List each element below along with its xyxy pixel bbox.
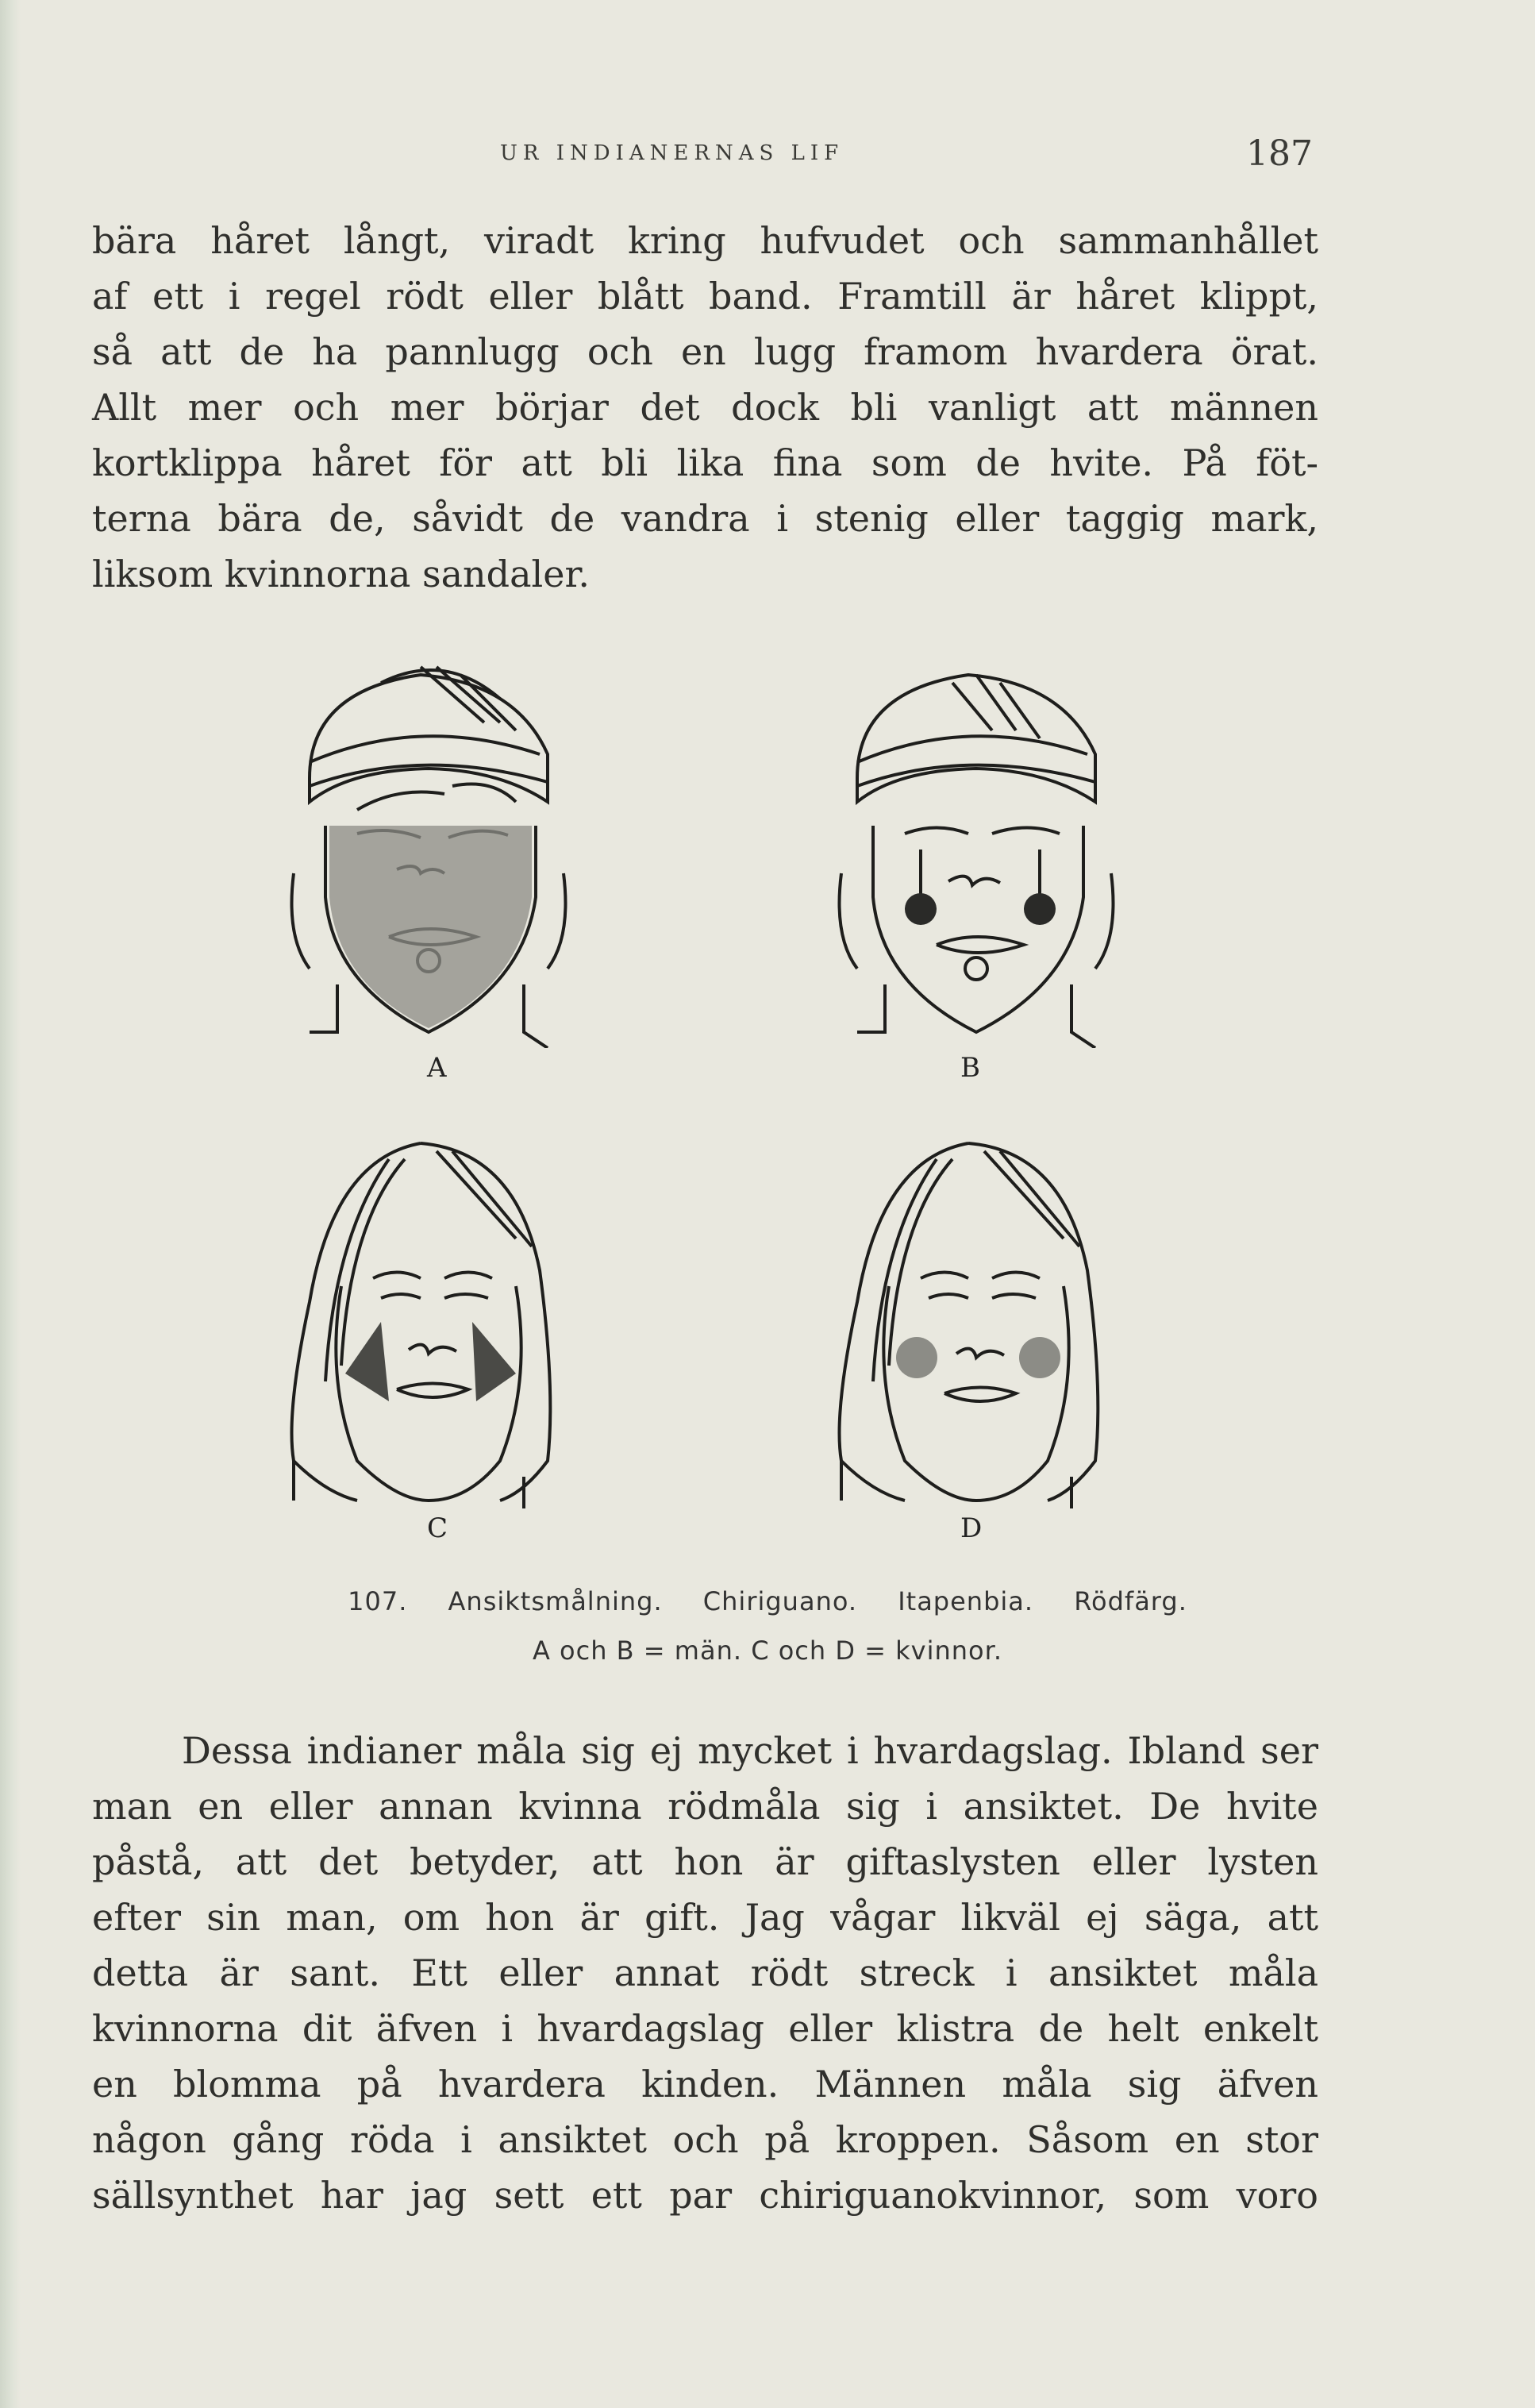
running-head: UR INDIANERNAS LIF xyxy=(500,141,844,165)
paragraph-line: påstå, att det betyder, att hon är giftaslysten eller lysten xyxy=(92,1840,1318,1883)
figure-caption-line-2: A och B = män. C och D = kvinnor. xyxy=(532,1636,1003,1666)
face-a-paint xyxy=(329,826,532,1028)
face-d-paint-right xyxy=(1019,1337,1060,1378)
paragraph-line: af ett i regel rödt eller blått band. Framtill är håret klippt, xyxy=(92,275,1318,318)
paragraph-line: man en eller annan kvinna rödmåla sig i ansiktet. De hvite xyxy=(92,1785,1318,1828)
caption-color: Rödfärg. xyxy=(1074,1586,1187,1616)
face-d-illustration xyxy=(810,1127,1143,1540)
paragraph-line: liksom kvinnorna sandaler. xyxy=(92,553,591,595)
face-a-illustration xyxy=(262,635,595,1048)
face-c-label: C xyxy=(427,1512,448,1544)
paragraph-line: någon gång röda i ansiktet och på kroppen. Såsom en stor xyxy=(92,2118,1318,2161)
paragraph-line: kvinnorna dit äfven i hvardagslag eller klistra de helt enkelt xyxy=(92,2007,1318,2050)
face-b-paint-right xyxy=(1024,893,1056,925)
page-edge xyxy=(0,0,21,2408)
paragraph-line: terna bära de, såvidt de vandra i stenig eller taggig mark, xyxy=(92,497,1318,540)
caption-tribe: Chiriguano. xyxy=(702,1586,858,1616)
paragraph-line: Dessa indianer måla sig ej mycket i hvardagslag. Ibland ser xyxy=(182,1729,1318,1772)
paragraph-line: detta är sant. Ett eller annat rödt streck i ansiktet måla xyxy=(92,1951,1318,1994)
paragraph-line: så att de ha pannlugg och en lugg framom hvardera örat. xyxy=(92,330,1318,373)
face-d-paint-left xyxy=(896,1337,937,1378)
paragraph-line: en blomma på hvardera kinden. Männen måla sig äfven xyxy=(92,2063,1318,2106)
paragraph-line: kortklippa håret för att bli lika fina som de hvite. På föt- xyxy=(92,441,1318,484)
face-b-illustration xyxy=(810,635,1143,1048)
caption-term: Ansiktsmålning. xyxy=(448,1586,663,1616)
face-b-paint-left xyxy=(905,893,937,925)
paragraph-line: Allt mer och mer börjar det dock bli vanligt att männen xyxy=(92,386,1318,429)
figure-number: 107. xyxy=(348,1586,408,1616)
face-b-label: B xyxy=(960,1052,980,1084)
face-c-paint-right xyxy=(472,1322,516,1401)
caption-place: Itapenbia. xyxy=(898,1586,1034,1616)
paragraph-line: sällsynthet har jag sett ett par chiriguanokvinnor, som voro xyxy=(92,2174,1318,2217)
face-c-paint-left xyxy=(345,1322,389,1401)
face-a-label: A xyxy=(427,1052,447,1084)
face-d-label: D xyxy=(960,1512,983,1544)
face-painting-figure xyxy=(262,635,1254,1572)
face-c-illustration xyxy=(262,1127,595,1540)
paragraph-2 xyxy=(92,1723,1318,2223)
page-number: 187 xyxy=(1246,133,1313,174)
paragraph-1 xyxy=(92,213,1318,602)
paragraph-line: bära håret långt, viradt kring hufvudet och sammanhållet xyxy=(92,219,1318,262)
paragraph-line: efter sin man, om hon är gift. Jag vågar likväl ej säga, att xyxy=(92,1896,1318,1939)
figure-caption-line-1 xyxy=(0,1586,1535,1616)
